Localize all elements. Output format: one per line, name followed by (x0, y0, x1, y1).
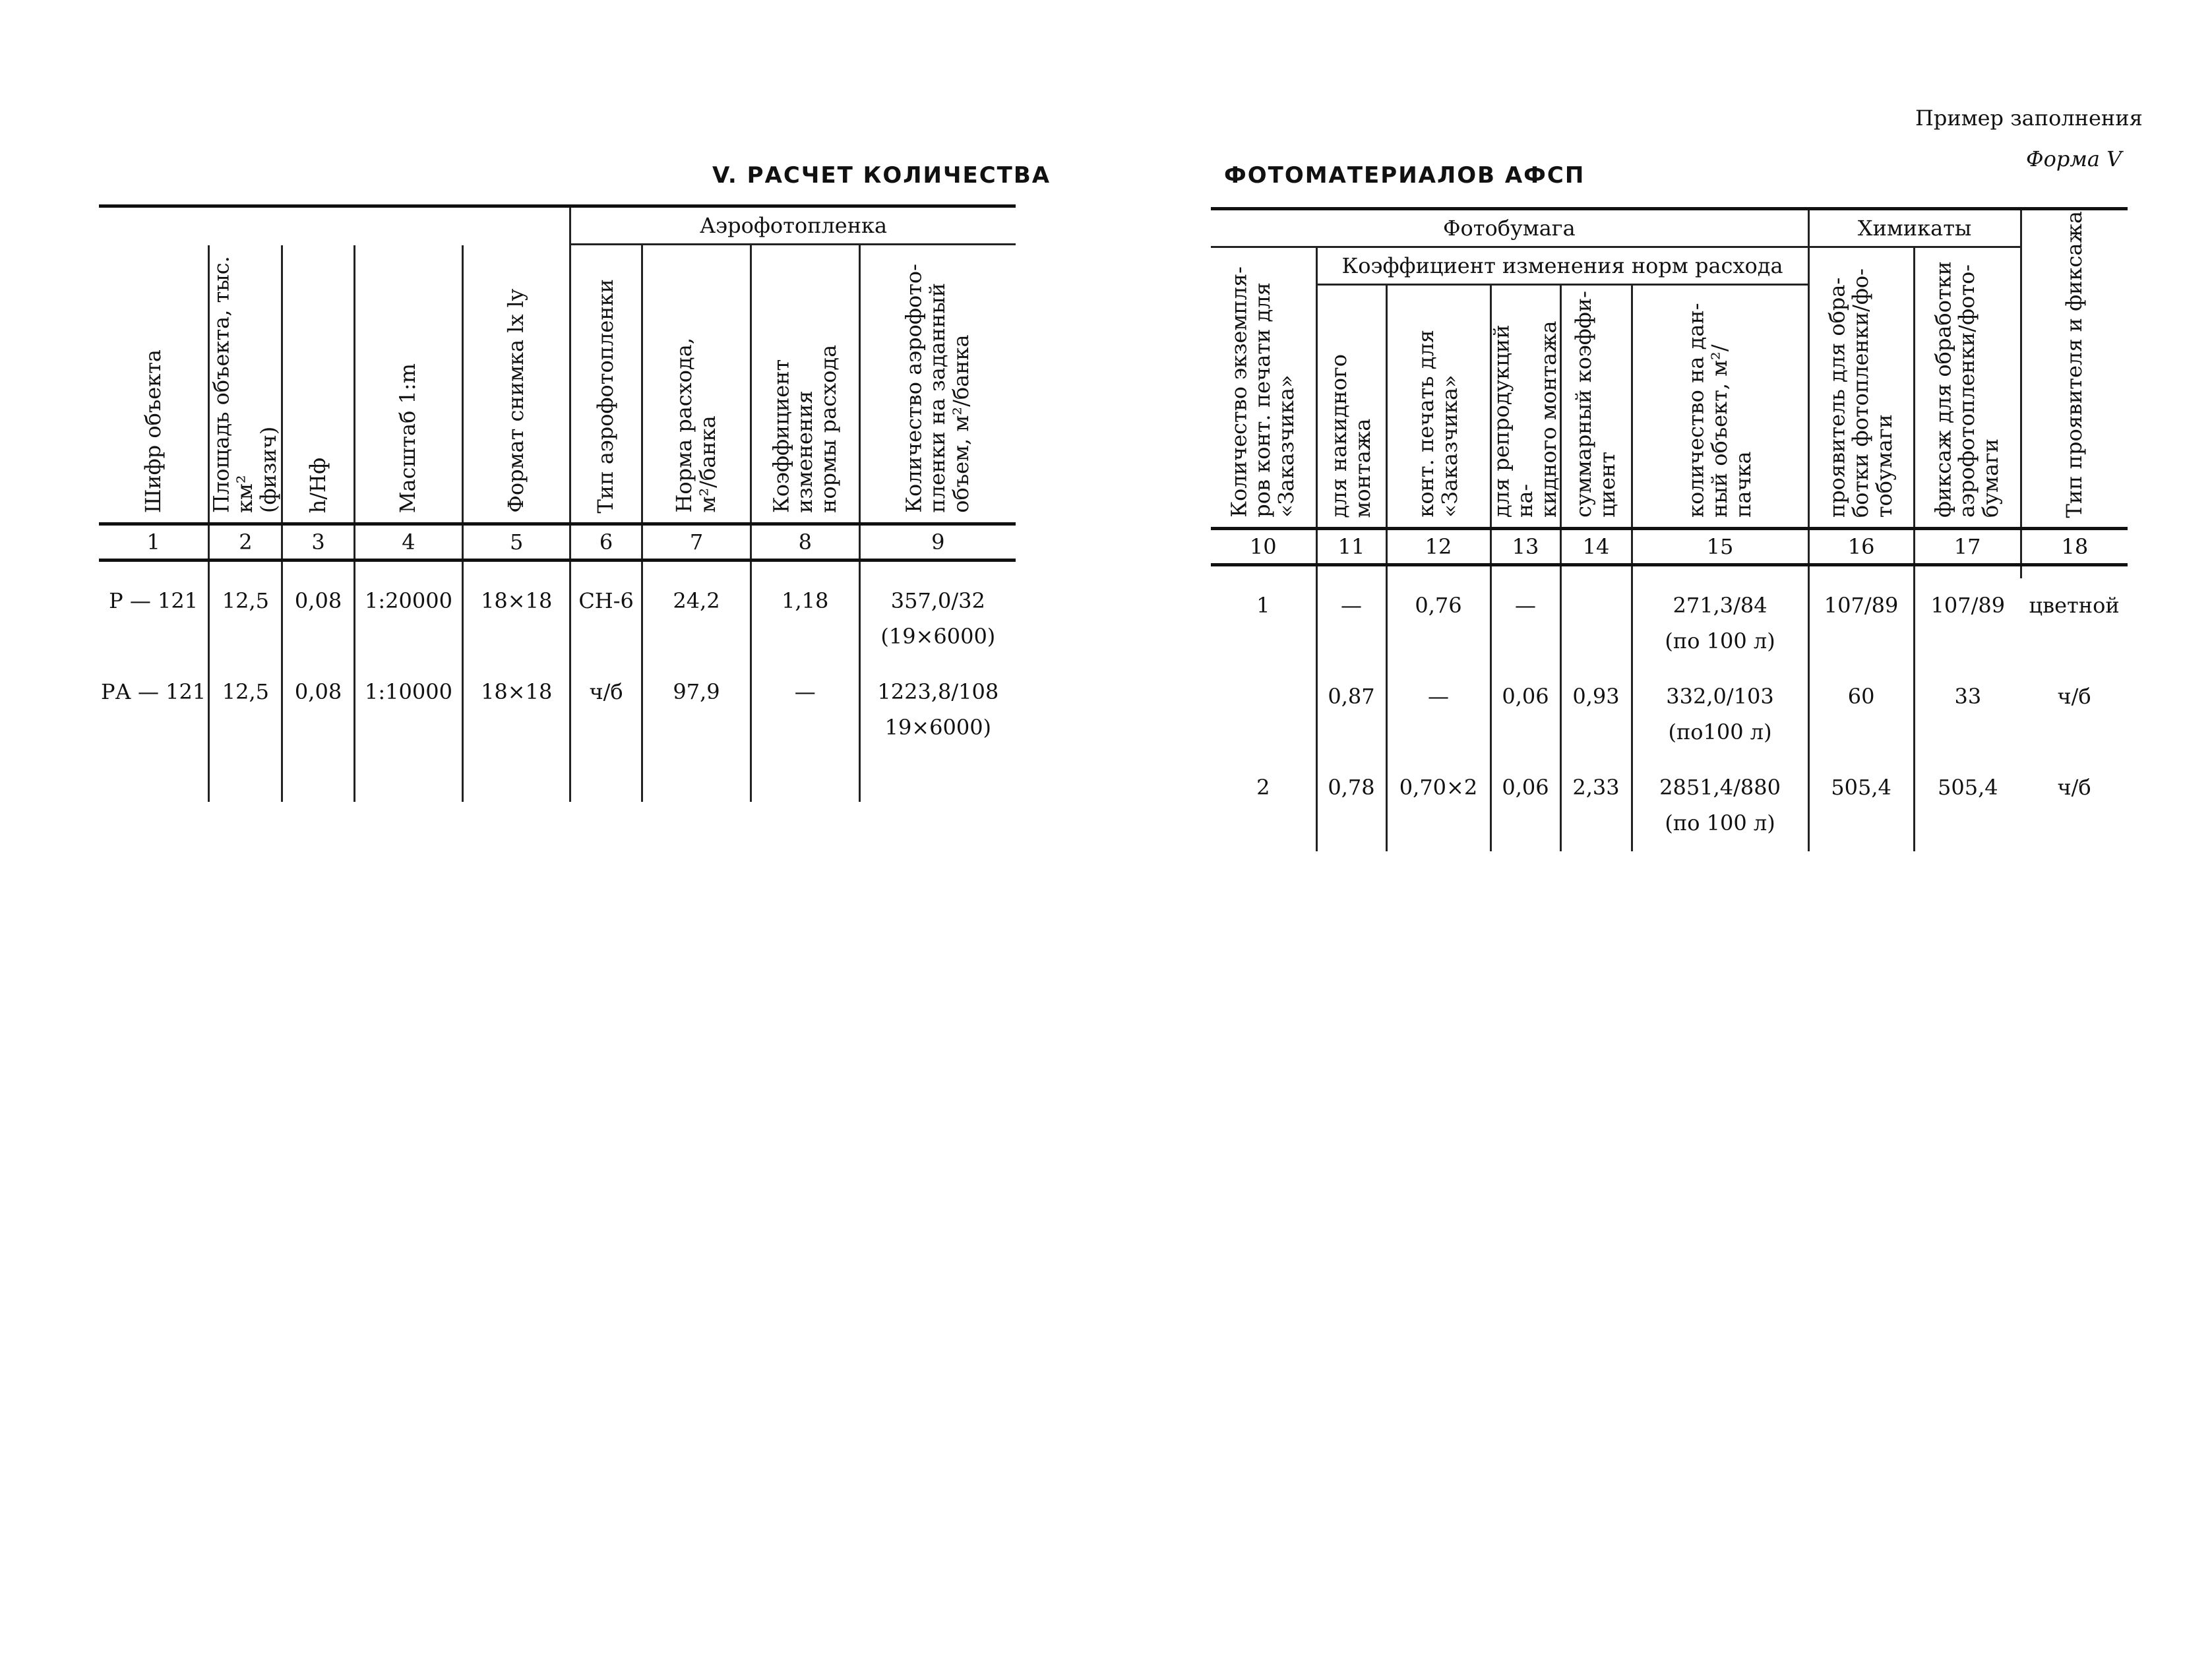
group-header-photo-paper: Фотобумага (1211, 209, 1808, 247)
header-object-area: Площадь объекта, тыс. км² (физич) (209, 245, 282, 524)
header-developer-type: Тип проявителя и фиксажа (2021, 209, 2128, 529)
header-film-type: Тип аэрофотопленки (570, 245, 642, 524)
header-film-quantity: Количество аэрофото- пленки на заданный объем, м²/банка (859, 245, 1016, 524)
header-fixer: фиксаж для обработки аэрофотопленки/фото- бумаги (1914, 247, 2021, 529)
column-numbers-left: 1 2 3 4 5 6 7 8 9 (99, 524, 1016, 561)
header-consumption-norm: Норма расхода, м²/банка (642, 245, 751, 524)
header-norm-coefficient: Коэффициент изменения нормы расхода (751, 245, 859, 524)
header-h-ratio: h/Hф (282, 245, 354, 524)
header-frame-format: Формат снимка lx ly (463, 245, 570, 524)
title-left: V. РАСЧЕТ КОЛИЧЕСТВА (712, 162, 1051, 189)
left-table (99, 204, 1016, 802)
subgroup-header-coefficient: Коэффициент изменения норм расхода (1316, 247, 1808, 285)
header-contact-print: конт. печать для «Заказчика» (1386, 285, 1490, 529)
header-object-code: Шифр объекта (140, 349, 166, 513)
header-total-coefficient: суммарный коэффи- циент (1560, 285, 1632, 529)
column-numbers-right: 10 11 12 13 14 15 16 17 18 (1211, 529, 2128, 565)
group-header-chemicals: Химикаты (1808, 209, 2021, 247)
table-row: Р — 121 12,5 0,08 1:20000 18×18 СН-6 24,2 1,18 357,0/32 (19×6000) (99, 574, 1016, 665)
header-scale: Масштаб 1:m (354, 245, 463, 524)
table-row: 2 0,78 0,70×2 0,06 2,33 2851,4/880 (по 100 л) 505,4 505,4 ч/б (1211, 760, 2128, 851)
right-table (1211, 207, 2128, 851)
header-overlay-mount: для накидного монтажа (1316, 285, 1386, 529)
example-note: Пример заполнения (1915, 106, 2143, 131)
header-reproductions: для репродукций на- кидного монтажа (1490, 285, 1560, 529)
header-quantity: количество на дан- ный объект, м²/пачка (1632, 285, 1808, 529)
form-label: Форма V (2026, 146, 2122, 171)
group-header-aerofilm: Аэрофотопленка (570, 206, 1016, 245)
header-copies-count: Количество экземпля- ров конт. печати для «Заказчика» (1226, 266, 1299, 518)
table-row: РА — 121 12,5 0,08 1:10000 18×18 ч/б 97,9 — 1223,8/108 19×6000) (99, 665, 1016, 756)
header-developer: проявитель для обра- ботки фотопленки/фо- тобумаги (1808, 247, 1914, 529)
table-row: 1 — 0,76 — 271,3/84 (по 100 л) 107/89 107/89 цветной (1211, 578, 2128, 669)
table-row: 0,87 — 0,06 0,93 332,0/103 (по100 л) 60 33 ч/б (1211, 669, 2128, 760)
title-right: ФОТОМАТЕРИАЛОВ АФСП (1224, 162, 1585, 189)
